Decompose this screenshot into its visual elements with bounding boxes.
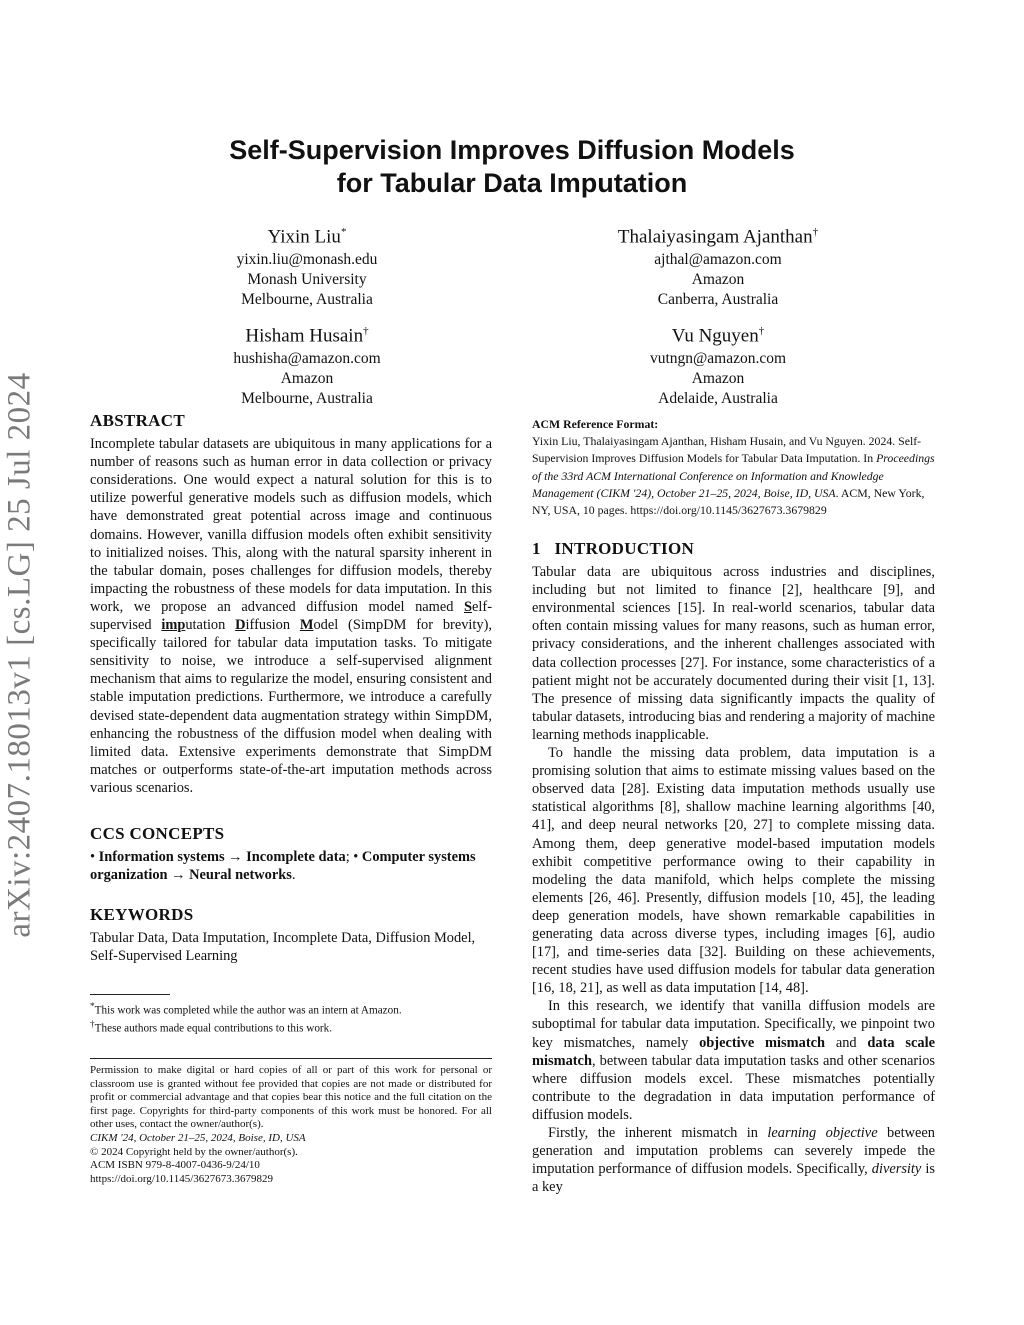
- paper-title: [0, 134, 1024, 200]
- author-affiliation: Amazon: [691, 370, 745, 388]
- author-block: [553, 318, 883, 409]
- ccs-section: [90, 825, 492, 884]
- author-mark: †: [363, 325, 369, 337]
- author-mark: *: [340, 226, 347, 238]
- intro-paragraph-1: Tabular data are ubiquitous across industries and disciplines, including but not limited to finance [2], healthcare [9], and environmental sciences [15]. In real-world scenarios, tabular data often contain missing values for many reasons, such as human error, privacy considerations, and the inherent challenges associated with data collection processes [27]. For instance, some characteristics of a patient might not be accurately documented during their visit [1, 13]. The presence of missing data significantly impacts the quality of tabular datasets, introducing bias and rendering a majority of machine learning methods inapplicable.: [532, 564, 935, 743]
- author-name: Thalaiyasingam Ajanthan: [617, 226, 813, 248]
- title-line-1: Self-Supervision Improves Diffusion Models: [229, 135, 795, 165]
- acm-reference: [532, 416, 935, 519]
- abstract-text: Incomplete tabular datasets are ubiquitous in many applications for a number of reasons such as human error in data collection or privacy considerations. One would expect a natural solution for this is to utilize powerful generative models such as diffusion models, which have demonstrated great potential across image and continuous domains. However, vanilla diffusion models often exhibit sensitivity to initialized noises. This, along with the natural sparsity inherent in the tabular domain, poses challenges for diffusion models, thereby impacting the robustness of these models for data imputation. In this work, we propose an advanced diffusion model named Self-supervised imputation Diffusion Model (SimpDM for brevity), specifically tailored for tabular data imputation tasks. To mitigate sensitivity to noise, we introduce a self-supervised alignment mechanism that aims to regularize the model, ensuring consistent and stable imputation predictions. Furthermore, we introduce a carefully devised state-dependent data augmentation strategy within SimpDM, enhancing the robustness of the diffusion model when dealing with limited data. Extensive experiments demonstrate that SimpDM matches or outperforms state-of-the-art imputation methods across various scenarios.: [90, 436, 492, 796]
- author-block: [142, 318, 472, 409]
- ccs-text: • Information systems → Incomplete data; • Computer systems organization → Neural networks.: [90, 849, 476, 884]
- introduction-heading: 1 INTRODUCTION: [532, 539, 695, 558]
- permission-text: Permission to make digital or hard copies of all or part of this work for personal or classroom use is granted without fee provided that copies are not made or distributed for profit or commercial advantage and that copies bear this notice and the full citation on the first page. Copyrights for third-party components of this work must be honored. For all other uses, contact the owner/author(s).: [90, 1064, 492, 1131]
- keywords-heading: KEYWORDS: [90, 905, 194, 924]
- author-mark: †: [812, 226, 819, 238]
- ccs-heading: CCS CONCEPTS: [90, 824, 225, 843]
- author-email[interactable]: ajthal@amazon.com: [654, 251, 782, 269]
- author-email[interactable]: vutngn@amazon.com: [649, 350, 787, 368]
- author-location: Melbourne, Australia: [241, 390, 373, 408]
- keywords-text: Tabular Data, Data Imputation, Incomplete Data, Diffusion Model, Self-Supervised Learning: [90, 930, 476, 965]
- author-name: Vu Nguyen: [671, 325, 759, 347]
- author-affiliation: Monash University: [247, 271, 367, 289]
- author-affiliation: Amazon: [691, 271, 745, 289]
- intro-paragraph-2: To handle the missing data problem, data imputation is a promising solution that aims to estimate missing values based on the observed data [28]. Existing data imputation methods usually use statistical algorithms [8], shallow machine learning algorithms [40, 41], and deep neural networks [20, 27] to complete missing data. Among them, deep generative model-based imputation models exhibit competitive performance owing to their capability in modeling the data manifold, which helps complete the missing elements [26, 46]. Presently, diffusion models [10, 45], the leading deep generation models, have shown remarkable capabilities in generating data across diverse types, including images [6], audio [17], and time-series data [32]. Building on these achievements, recent studies have used diffusion models for tabular data generation [16, 18, 21], as well as data imputation [14, 48].: [532, 745, 935, 997]
- author-location: Canberra, Australia: [657, 291, 779, 309]
- acm-reference-text: Yixin Liu, Thalaiyasingam Ajanthan, Hisham Husain, and Vu Nguyen. 2024. Self-Supervision Improves Diffusion Models for Tabular Data Imputation. In: [532, 434, 922, 466]
- author-name: Hisham Husain: [245, 325, 364, 347]
- permission-copyright: © 2024 Copyright held by the owner/author(s).: [90, 1145, 298, 1158]
- author-block: [553, 219, 883, 310]
- footnote-1: *This work was completed while the author was an intern at Amazon.: [90, 1002, 402, 1017]
- author-email[interactable]: hushisha@amazon.com: [233, 350, 381, 368]
- permission-doi[interactable]: https://doi.org/10.1145/3627673.3679829: [90, 1172, 274, 1185]
- introduction-section: [532, 540, 935, 1196]
- author-location: Melbourne, Australia: [241, 291, 373, 309]
- intro-paragraph-4: Firstly, the inherent mismatch in learning objective between generation and imputation problems can severely impede the imputation performance of diffusion models. Specifically, diversity is a key: [532, 1125, 935, 1196]
- abstract-section: [90, 412, 492, 797]
- acm-reference-proceedings: Proceedings of the 33rd ACM International Conference on Information and Knowledge Management (CIKM '24), October 21–25, 2024, Boise, ID, USA: [532, 451, 935, 500]
- abstract-heading: ABSTRACT: [90, 411, 185, 430]
- permission-block: [90, 1064, 492, 1186]
- author-mark: †: [758, 325, 765, 337]
- author-block: [142, 219, 472, 310]
- acm-reference-tail: . ACM, New York, NY, USA, 10 pages. https://doi.org/10.1145/3627673.3679829: [532, 485, 925, 518]
- permission-rule: [90, 1058, 492, 1059]
- title-line-2: for Tabular Data Imputation: [336, 168, 688, 198]
- footnotes: [90, 1000, 492, 1036]
- keywords-section: [90, 906, 492, 965]
- author-affiliation: Amazon: [280, 370, 334, 388]
- permission-isbn: ACM ISBN 979-8-4007-0436-9/24/10: [90, 1159, 260, 1172]
- author-name: Yixin Liu: [267, 226, 341, 248]
- author-location: Adelaide, Australia: [658, 390, 778, 408]
- footnote-2: †These authors made equal contributions to this work.: [90, 1020, 333, 1035]
- acm-reference-label: ACM Reference Format:: [532, 417, 659, 431]
- footnote-rule: [90, 994, 170, 995]
- author-email[interactable]: yixin.liu@monash.edu: [236, 251, 378, 269]
- intro-paragraph-3: In this research, we identify that vanilla diffusion models are suboptimal for tabular data imputation. Specifically, we pinpoint two key mismatches, namely objective mismatch and data scale mismatch, between tabular data imputation tasks and other scenarios where diffusion models excel. These mismatches potentially contribute to the degradation in data imputation performance of diffusion models.: [532, 998, 935, 1123]
- permission-venue: CIKM '24, October 21–25, 2024, Boise, ID, USA: [90, 1131, 306, 1144]
